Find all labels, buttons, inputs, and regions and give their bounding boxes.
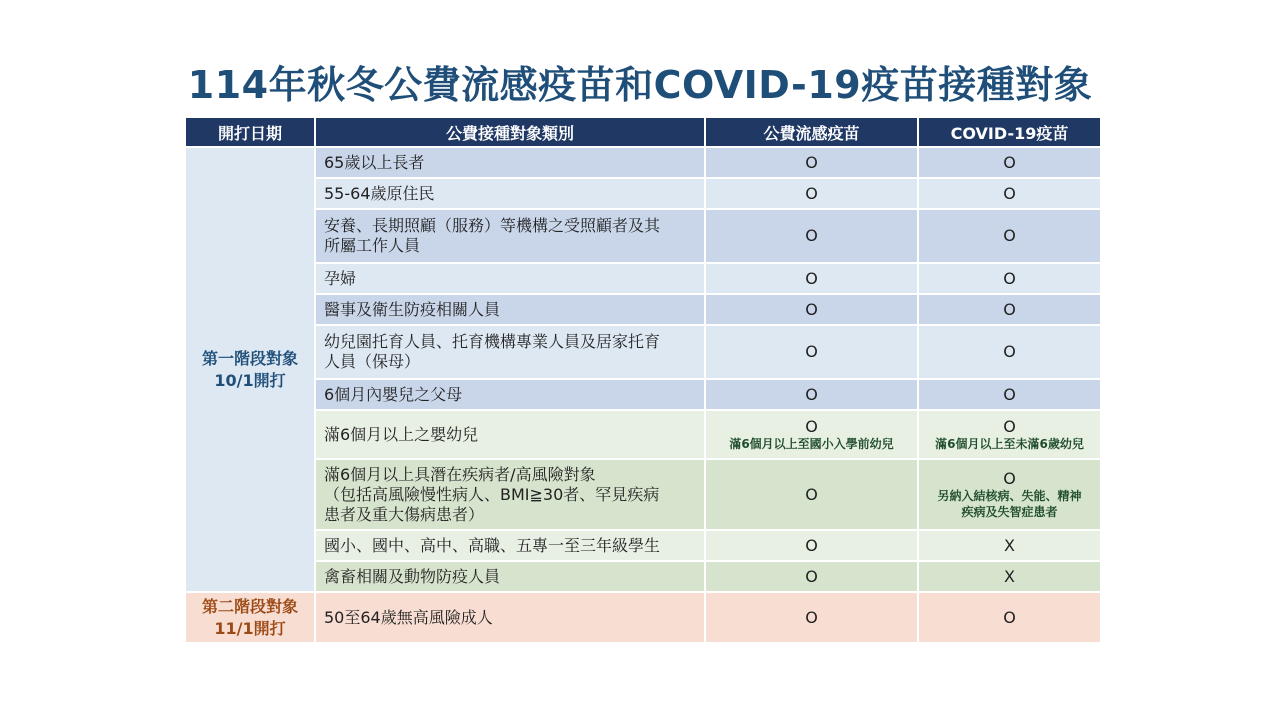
category-text: （包括高風險慢性病人、BMI≧30者、罕見疾病	[324, 484, 660, 504]
category-cell	[315, 592, 705, 643]
category-text: 孕婦	[324, 268, 357, 288]
covid-cell	[918, 178, 1101, 209]
flu-cell	[705, 592, 918, 643]
category-cell	[315, 530, 705, 561]
flu-cell	[705, 530, 918, 561]
table-row	[185, 147, 1101, 178]
covid-cell	[918, 294, 1101, 325]
phase-2-date: 11/1開打	[214, 618, 286, 638]
category-cell	[315, 178, 705, 209]
covid-note: 疾病及失智症患者	[961, 504, 1058, 519]
covid-mark: O	[1003, 342, 1016, 361]
flu-mark: O	[805, 342, 818, 361]
covid-cell	[918, 530, 1101, 561]
table-row	[185, 410, 1101, 459]
covid-cell	[918, 325, 1101, 379]
flu-cell	[705, 379, 918, 410]
category-cell	[315, 325, 705, 379]
covid-mark: O	[1003, 183, 1016, 203]
flu-cell	[705, 263, 918, 294]
table-row	[185, 263, 1101, 294]
covid-mark: O	[1003, 416, 1016, 436]
header-covid-vaccine: COVID-19疫苗	[918, 117, 1101, 147]
phase-2-cell	[185, 592, 315, 643]
covid-mark: X	[1004, 566, 1015, 586]
flu-mark: O	[805, 384, 818, 404]
header-flu-vaccine: 公費流感疫苗	[705, 117, 918, 147]
flu-cell	[705, 294, 918, 325]
flu-mark: O	[805, 484, 818, 504]
phase-2-name: 第二階段對象	[201, 596, 298, 616]
category-cell	[315, 147, 705, 178]
flu-cell	[705, 459, 918, 530]
flu-mark: O	[805, 416, 818, 436]
category-text: 55-64歲原住民	[324, 183, 435, 203]
flu-cell	[705, 147, 918, 178]
category-text: 6個月內嬰兒之父母	[324, 384, 463, 404]
page-title: 114年秋冬公費流感疫苗和COVID-19疫苗接種對象	[187, 63, 1093, 107]
flu-mark: O	[805, 566, 818, 586]
covid-note: 另納入結核病、失能、精神	[937, 488, 1082, 503]
vaccine-eligibility-table	[184, 116, 1102, 644]
flu-mark: O	[805, 152, 818, 172]
table-row	[185, 530, 1101, 561]
covid-mark: O	[1003, 468, 1016, 488]
covid-cell	[918, 459, 1101, 530]
covid-mark: O	[1003, 607, 1016, 627]
flu-cell	[705, 325, 918, 379]
covid-mark: O	[1003, 226, 1016, 245]
flu-mark: O	[805, 183, 818, 203]
category-cell	[315, 561, 705, 592]
flu-mark: O	[805, 226, 818, 245]
table-row	[185, 379, 1101, 410]
flu-mark: O	[805, 299, 818, 319]
flu-cell	[705, 561, 918, 592]
category-text: 65歲以上長者	[324, 152, 425, 172]
category-cell	[315, 410, 705, 459]
category-text: 50至64歲無高風險成人	[324, 607, 493, 627]
phase-1-name: 第一階段對象	[201, 348, 298, 368]
category-text: 安養、長期照顧（服務）等機構之受照顧者及其	[324, 216, 661, 235]
covid-cell	[918, 410, 1101, 459]
table-row	[185, 294, 1101, 325]
table-row	[185, 178, 1101, 209]
category-text: 滿6個月以上之嬰幼兒	[324, 424, 479, 444]
covid-mark: O	[1003, 299, 1016, 319]
category-cell	[315, 263, 705, 294]
table-header-row	[185, 117, 1101, 147]
phase-1-date: 10/1開打	[214, 370, 286, 390]
category-text: 禽畜相關及動物防疫人員	[324, 566, 501, 586]
category-cell	[315, 459, 705, 530]
covid-cell	[918, 592, 1101, 643]
category-cell	[315, 294, 705, 325]
covid-cell	[918, 209, 1101, 263]
covid-note: 滿6個月以上至未滿6歲幼兒	[935, 436, 1084, 451]
flu-cell	[705, 178, 918, 209]
header-category: 公費接種對象類別	[315, 117, 705, 147]
header-date: 開打日期	[185, 117, 315, 147]
table-row	[185, 592, 1101, 643]
category-text: 滿6個月以上具潛在疾病者/高風險對象	[324, 464, 596, 484]
covid-mark: X	[1004, 535, 1015, 555]
covid-mark: O	[1003, 268, 1016, 288]
covid-cell	[918, 379, 1101, 410]
phase-1-cell	[185, 147, 315, 592]
table-row	[185, 459, 1101, 530]
category-text: 國小、國中、高中、高職、五專一至三年級學生	[324, 535, 661, 555]
covid-cell	[918, 561, 1101, 592]
table-row	[185, 325, 1101, 379]
category-text: 患者及重大傷病患者）	[324, 504, 485, 524]
category-cell	[315, 379, 705, 410]
flu-cell	[705, 209, 918, 263]
covid-cell	[918, 147, 1101, 178]
flu-cell	[705, 410, 918, 459]
category-text: 幼兒園托育人員、托育機構專業人員及居家托育	[324, 332, 661, 351]
flu-mark: O	[805, 268, 818, 288]
table-row	[185, 209, 1101, 263]
covid-mark: O	[1003, 152, 1016, 172]
covid-cell	[918, 263, 1101, 294]
category-cell	[315, 209, 705, 263]
flu-mark: O	[805, 535, 818, 555]
category-text: 醫事及衛生防疫相關人員	[324, 299, 501, 319]
category-text: 所屬工作人員	[324, 236, 421, 255]
table-row	[185, 561, 1101, 592]
flu-note: 滿6個月以上至國小入學前幼兒	[729, 436, 894, 451]
covid-mark: O	[1003, 384, 1016, 404]
flu-mark: O	[805, 607, 818, 627]
category-text: 人員（保母）	[324, 352, 421, 371]
